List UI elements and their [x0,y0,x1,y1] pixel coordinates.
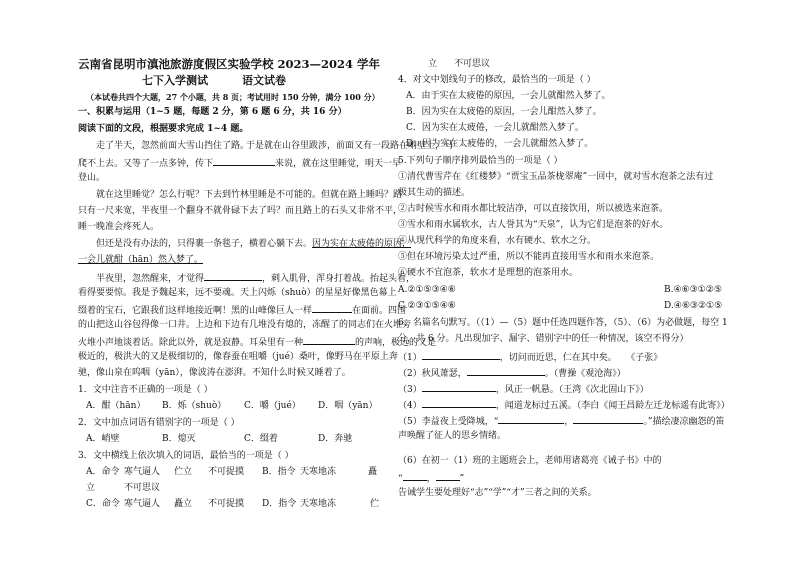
q3-option-c-word: 不可捉摸 [208,499,245,509]
fill-blank[interactable] [403,471,427,481]
question-5: 5.下列句子顺序排列最恰当的一项是（ ） [398,156,563,166]
q3-option-a-word: 不可捉摸 [208,467,245,477]
q3-option-a-word: 伫立 [174,467,193,477]
passage-line: 缀着的宝石，它跟我们这样地接近啊！黑的山峰像巨人一样 在面前。四围 [78,303,406,317]
passage-line: 就在这里睡觉？怎么行呢？下去到竹林里睡是不可能的。但就在路上睡吗？路 [96,190,403,200]
q3-option-c-word: 矗立 [174,499,193,509]
passage-line: 火堆小声地谈着话。除此以外，就是寂静。耳朵里有一种 的声响，极远的又是 [78,335,436,349]
passage-line: 爬不上去。又等了一点多钟，传下 来说，就在这里睡觉，明天一早 [78,156,401,170]
q3-option-d[interactable]: D．指令 [262,499,297,509]
q6-item-4: （4） ，闻道龙标过五溪。（李白《闻王昌龄左迁龙标遥有此寄》） [398,398,730,412]
exam-notice: （本试卷共四个大题，27 个小题，共 8 页；考试用时 150 分钟，满分 100 分） [86,92,380,102]
q5-sentence-4: ④从现代科学的角度来看，水有硬水、软水之分。 [398,236,597,246]
q3-option-a[interactable]: A．命令 [86,467,120,477]
underlined-sentence: 一会儿就酣（hān）然入梦了。 [78,255,203,265]
q1-option-b[interactable]: B．烁（shuò） [162,401,227,411]
passage-line: 的山把这山谷包得像一口井。上边和下边有几堆没有熄的，冻醒了的同志们在火堆旁 [78,320,412,330]
question-4: 4．对文中划线句子的修改，最恰当的一项是（ ） [398,75,596,85]
q3-option-a-word: 寒气逼人 [124,467,161,477]
q1-option-d[interactable]: D．咽（yān） [318,401,378,411]
q3-option-b-word: 矗 [368,467,378,477]
fill-blank[interactable] [467,366,545,376]
passage-line: 极近的，极洪大的又是极细切的，像春蚕在咀嚼（jué）桑叶，像野马在平原上奔 [78,352,398,362]
q3-option-d-word: 伫 [370,499,380,509]
q5-option-a[interactable]: A.②①⑤③④⑥ [398,285,456,295]
exam-title-line1: 云南省昆明市滇池旅游度假区实验学校 2023—2024 学年 [78,57,381,71]
reading-instruction: 阅读下面的文段，根据要求完成 1~4 题。 [78,124,249,134]
passage-line: 于是就在山谷里跋涉，前面又有一段路在峭壁上，马 [246,141,454,151]
passage-line: 走了半天，忽然前面大雪山挡住了路。 [96,141,250,151]
q3-option-b-word: 天寒地冻 [300,467,337,477]
fill-blank[interactable] [312,303,352,313]
fill-blank[interactable] [422,398,496,408]
exam-title-subject: 语文试卷 [242,74,286,87]
q6-item-3: （3） ，风正一帆悬。（王湾《次北固山下》） [398,382,649,396]
q2-option-a[interactable]: A．峭壁 [86,434,120,444]
fill-blank[interactable] [303,335,355,345]
q5-sentence-1: ①清代曹雪芹在《红楼梦》“贾宝玉品茶栊翠庵”一回中，就对雪水泡茶之法有过 [398,172,714,182]
q6-item-2: （2）秋风萧瑟， 。（曹操《观沧海》） [398,366,626,380]
q3-option-b-word: 不可思议 [124,483,161,493]
q4-option-a[interactable]: A．由于实在太疲倦的原因，一会儿就酣然入梦了。 [406,91,611,101]
section-1-heading: 一、积累与运用（1~5 题，每题 2 分，第 6 题 6 分，共 16 分） [78,107,347,117]
passage-line: 半夜里，忽然醒来，才觉得 ，刺入肌骨，浑身打着战。抬起头看， [96,271,415,285]
q5-option-c[interactable]: C.②③①⑤④⑥ [398,301,456,311]
q3-option-d-word: 不可思议 [454,59,491,69]
q3-option-b-word: 立 [86,483,96,493]
q3-option-c-word: 寒气逼人 [124,499,161,509]
q4-option-d[interactable]: D．因为实在太疲倦的，一会儿就酣然入梦了。 [406,139,594,149]
q5-sentence-3: ③雪水和雨水属软水，古人誉其为“天泉”，认为它们是泡茶的好水。 [398,220,669,230]
exam-title-grade: 七下入学测试 [142,74,208,87]
q4-option-c[interactable]: C．因为实在太疲倦，一会儿就酣然入梦了。 [406,123,584,133]
q6-item-6: （6）在初一（1）班的主题班会上，老师用诸葛亮《诫子书》中的 [398,456,662,466]
q5-sentence-2: ②古时候雪水和雨水都比较洁净，可以直接饮用，所以被选来泡茶。 [398,204,669,214]
fill-blank[interactable] [422,350,500,360]
q3-option-c[interactable]: C．命令 [86,499,120,509]
q2-option-b[interactable]: B．熄灭 [162,434,196,444]
q6-item-6: “ ， ” [398,471,464,485]
fill-blank[interactable] [422,382,496,392]
q5-option-b[interactable]: B.④⑥③①②⑤ [664,285,722,295]
q3-option-d-word: 立 [428,59,438,69]
fill-blank[interactable] [498,414,564,424]
q6-item-5: （5）李益夜上受降城，“ ， 。”描绘凄凉幽怨的笛 [398,414,724,428]
q5-option-d[interactable]: D.④⑥③②①⑤ [664,301,723,311]
question-2: 2．文中加点词语有错别字的一项是（ ） [78,418,240,428]
question-3: 3．文中横线上依次填入的词语，最恰当的一项是（ ） [78,451,294,461]
question-6: 分，共 6 分。凡出现加字、漏字、错别字中的任一种情况，该空不得分） [398,334,689,344]
q5-sentence-5: ⑤但在环境污染太过严重，所以不能再直接用雪水和雨水来泡茶。 [398,252,660,262]
q4-option-b[interactable]: B．因为实在太疲倦的原因，一会儿酣然入梦了。 [406,107,602,117]
q6-item-6: 告诫学生要处理好“志”“学”“才”三者之间的关系。 [398,488,597,498]
fill-blank[interactable] [213,156,275,166]
passage-line: 登山。 [78,173,106,183]
q6-item-1: （1） ，切问而近思，仁在其中矣。 《子张》 [398,350,662,364]
passage-line: 看得要要惊。我是予魏起来，远不要魂。天上闪烁（shuò）的星星好像黑色幕上 [78,288,397,298]
q2-option-d[interactable]: D．奔驰 [318,434,353,444]
q5-sentence-6: ⑥硬水不宜泡茶，软水才是理想的泡茶用水。 [398,268,579,278]
question-6: 6、名篇名句默写。（（1）—（5）题中任选四题作答，（5）、（6）为必做题，每空 1 [398,318,728,328]
passage-line: 睡一晚准会疼死人。 [78,222,160,232]
underlined-sentence: 因为实在太疲倦的原因， [312,239,412,249]
q6-item-5: 声唤醒了征人的思乡情绪。 [398,431,507,441]
question-1: 1．文中注音不正确的一项是（ ） [78,385,213,395]
fill-blank[interactable] [436,471,460,481]
passage-line: 驰，像山泉在呜咽（yān），像波涛在澎湃。不知什么时候又睡着了。 [78,368,351,378]
fill-blank[interactable] [573,414,643,424]
q1-option-c[interactable]: C．嚼（jué） [244,401,301,411]
passage-line: 只有一尺来宽，半夜里一个翻身不就骨碌下去了吗？而且路上的石头又非常不平， [78,206,403,216]
q2-option-c[interactable]: C．缀着 [244,434,278,444]
q3-option-b[interactable]: B．指令 [262,467,296,477]
q5-sentence-1: 极其生动的描述。 [398,188,471,198]
q1-option-a[interactable]: A．酣（hān） [86,401,146,411]
passage-line: 但还是没有办法的，只得裹一条毯子，横着心躺下去。因为实在太疲倦的原因， [96,239,412,249]
fill-blank[interactable] [204,271,262,281]
q3-option-d-word: 天寒地冻 [300,499,337,509]
